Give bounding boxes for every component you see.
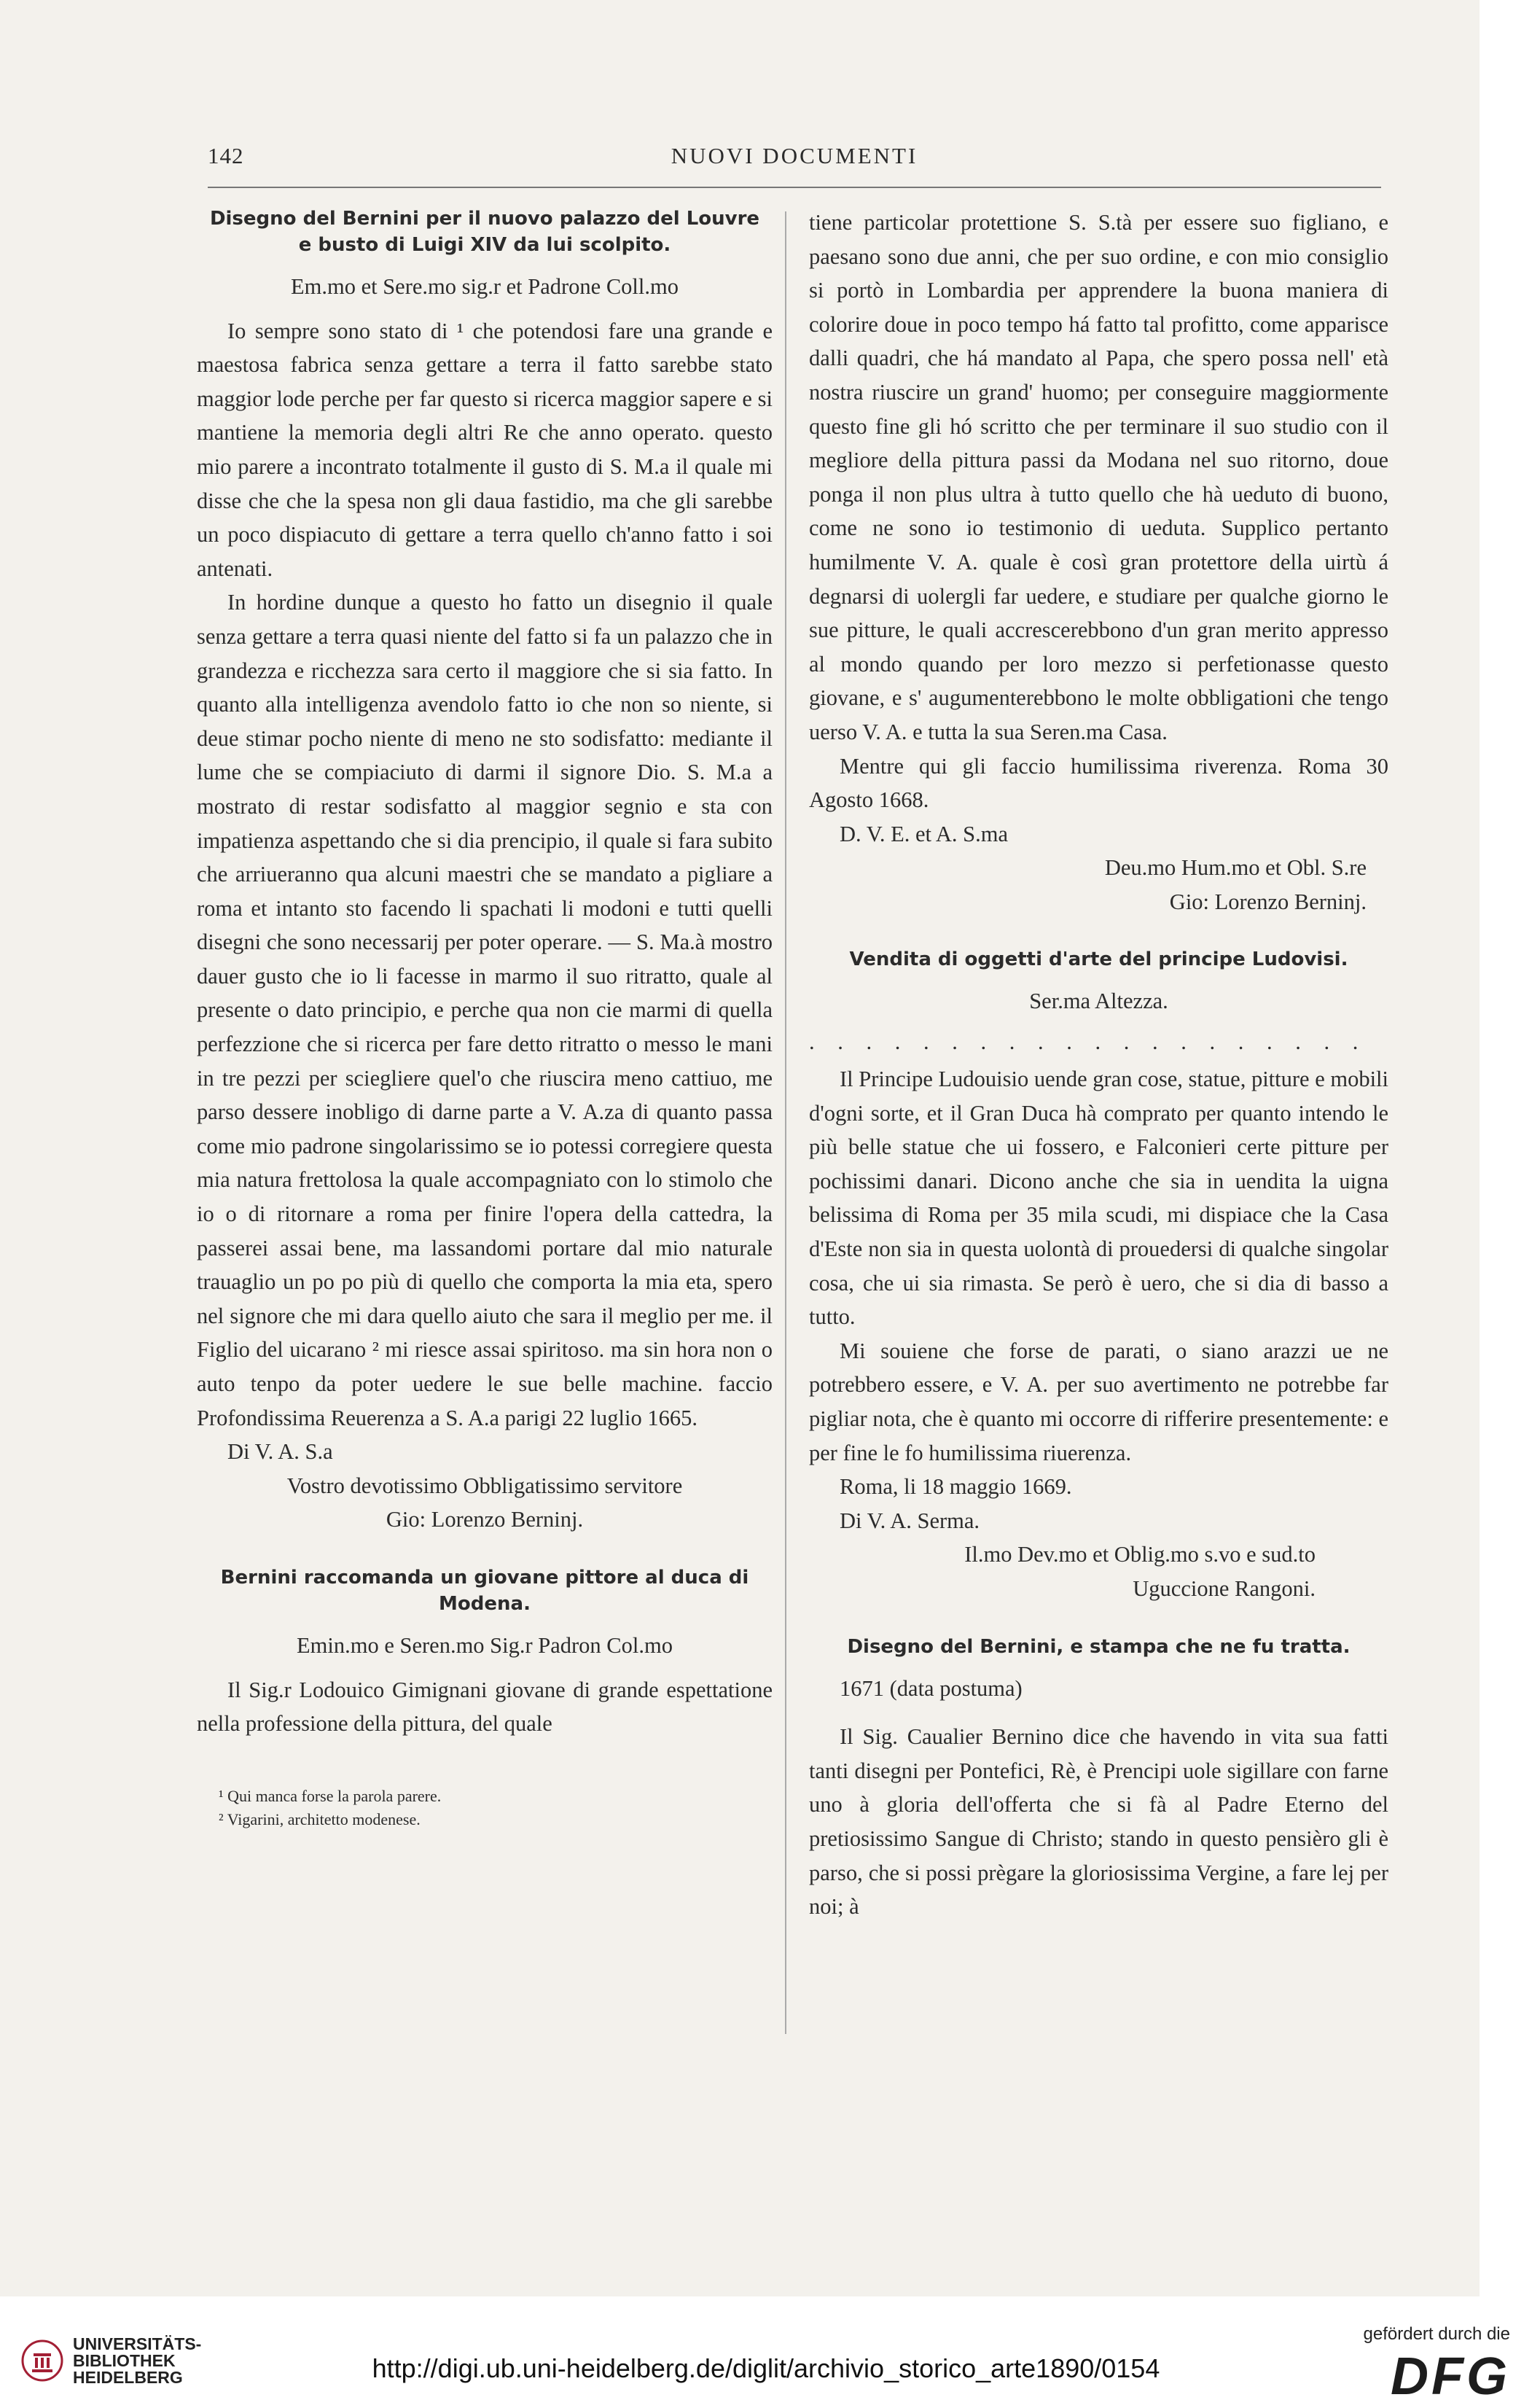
letter-date: Roma, li 18 maggio 1669. (840, 1474, 1072, 1500)
heading-line: Disegno del Bernini per il nuovo palazzo del Louvre (209, 208, 760, 230)
paragraph: Il Principe Ludouisio uende gran cose, statue, pitture e mobili d'ogni sorte, et il Gran Duca hà comprato per quanto intendo le più belle statue che ui fossero, e Falconieri certe pitture per pochissimi danari. Dicono anche che sia in uendita la uigna belissima di Roma per 35 mila scudi, mi dispiace che la Casa d'Este non sia in questa uolontà di prouedersi di qualche singolar cosa, che ui sia rimasta. Se però è uero, che si dia di basso a tutto. (809, 1067, 1388, 1330)
heading-line: e busto di Luigi XIV da lui scolpito. (298, 234, 671, 256)
paragraph: Il Sig.r Lodouico Gimignani giovane di grande espettatione nella professione della pittura, del quale (197, 1677, 773, 1737)
letter-closing: Di V. A. Serma. (840, 1508, 980, 1533)
salutation: Em.mo et Sere.mo sig.r et Padrone Coll.mo (291, 274, 679, 299)
paragraph: tiene particolar protettione S. S.tà per essere suo figliano, e paesano sono due anni, che per suo ordine, e con mio consiglio si portò in Lombardia per apprendere la buona maniera di colorire doue in poco tempo há fatto tal profitto, come apparisce dalli quadri, che há mandato al Papa, che spero possa nell' età nostra riuscire un grand' huomo; per conseguire maggiormente questo fine gli hó scritto che per terminare il suo studio con il megliore della pittura passi da Modana nel suo ritorno, doue ponga il non plus ultra à tutto quello che hà ueduto di buono, come ne sono io testimonio di ueduta. Supplico pertanto humilmente V. A. quale è così gran protettore della uirtù á degnarsi di uolergli far uedere, e studiare per qualche giorno le sue pitture, le quali accrescerebbono d'un gran merito appresso al mondo quando per loro mezzo si perfetionasse questo giovane, e s' augumenterebbono le molte obbligationi che tengo uerso V. A. e tutta la sua Seren.ma Casa. (809, 210, 1388, 744)
section-heading-ludovisi: Vendita di oggetti d'arte del principe Ludovisi. (849, 948, 1348, 971)
paragraph: Mi souiene che forse de parati, o siano arazzi ue ne potrebbero essere, e V. A. per suo avertimento ne potrebbe far pigliar nota, che è quanto mi occorre di rifferire presentemente: e per fine le fo humilissima riuerenza. (809, 1338, 1388, 1465)
letter-closing: D. V. E. et A. S.ma (840, 821, 1009, 846)
paragraph: Mentre qui gli faccio humilissima riverenza. Roma 30 Agosto 1668. (809, 753, 1388, 813)
sponsor-label: gefördert durch die (1363, 2324, 1510, 2344)
signature-line: Deu.mo Hum.mo et Obl. S.re (1104, 855, 1367, 881)
paragraph: Io sempre sono stato di ¹ che potendosi fare una grande e maestosa fabrica senza gettare a terra il fatto sarebbe stato maggior lode perche per far questo si ricerca maggior sapere e si mantiene la memoria degli altri Re che anno operato. questo mio parere a incontrato totalmente il gusto di S. M.a il quale mi disse che che la spesa non gli daua fastidio, ma che gli sarebbe un poco dispiacuto di gettare a terra quello ch'anno fatto i soi antenati. (197, 318, 773, 581)
salutation: Emin.mo e Seren.mo Sig.r Padron Col.mo (297, 1632, 673, 1658)
footnotes (197, 1785, 773, 1831)
column-divider (785, 211, 786, 2034)
section-heading-louvre (197, 206, 773, 258)
section-heading-pittore: Bernini raccomanda un giovane pittore al duca di Modena. (220, 1566, 749, 1615)
signature-line: Il.mo Dev.mo et Oblig.mo s.vo e sud.to (964, 1542, 1316, 1567)
signature-name: Uguccione Rangoni. (1133, 1575, 1316, 1601)
footnote: ² Vigarini, architetto modenese. (219, 1809, 421, 1828)
signature-name: Gio: Lorenzo Berninj. (386, 1507, 584, 1532)
ellipsis-line: . . . . . . . . . . . . . . . . . . . . (809, 1029, 1367, 1055)
page-margin (1480, 0, 1532, 2296)
footnote: ¹ Qui manca forse la parola parere. (219, 1786, 442, 1805)
running-title: NUOVI DOCUMENTI (671, 143, 918, 168)
page-number: 142 (208, 143, 244, 168)
section-heading-stampa: Disegno del Bernini, e stampa che ne fu tratta. (847, 1635, 1351, 1658)
salutation: Ser.ma Altezza. (1029, 989, 1168, 1014)
header-rule (208, 187, 1381, 188)
paragraph: Il Sig. Caualier Bernino dice che havendo in vita sua fatti tanti disegni per Pontefici, Rè, è Prencipi uole sigillare con farne uno à gloria dell'offerta che si fà al Padre Eterno del pretiosissimo Sangue di Christo; stando in questo pensièro gli è parso, che si possi prègare la gloriosissima Vergine, a fare lej per noi; à (809, 1724, 1388, 1920)
right-column (809, 206, 1388, 1924)
left-column (197, 206, 773, 1831)
permalink[interactable]: http://digi.ub.uni-heidelberg.de/diglit/archivio_storico_arte1890/0154 (372, 2353, 1160, 2383)
signature-name: Gio: Lorenzo Berninj. (1169, 889, 1367, 914)
running-header (208, 143, 1381, 179)
library-name-line: BIBLIOTHEK (73, 2351, 176, 2370)
library-name-line: HEIDELBERG (73, 2368, 183, 2387)
document-date: 1671 (data postuma) (840, 1675, 1023, 1701)
dfg-logo: DFG (1391, 2347, 1510, 2406)
viewer-footer (0, 2296, 1532, 2408)
signature-line: Vostro devotissimo Obbligatissimo servitore (286, 1473, 683, 1498)
paragraph: In hordine dunque a questo ho fatto un disegnio il quale senza gettare a terra quasi niente del fatto si fa un palazzo che in grandezza e ricchezza sara certo il maggiore che si sia fatto. In quanto alla intelligenza avendolo fatto io che non so niente, si deue stimar pocho niente di meno ne sto sodisfatto: mediante il lume che se compiaciuto di darmi il signore Dio. S. M.a a mostrato di restar sodisfatto al maggior segnio e sta con impatienza aspettando che si dia prencipio, il quale si fara subito che arriueranno qua alcuni maestri che se mandato a pigliare a roma et intanto sto facendo li spachati li modoni e tutti quelli disegni che sono necessarij per poter operare. — S. Ma.à mostro dauer gusto che io li facesse in marmo il suo ritratto, quale al presente o dato principio, e perche qua non cie marmi di quella perfezzione che si ricerca per fare detto ritratto o messo le mani in tre pezzi per sciegliere quel'o che riuscira meno cattiuo, me parso dessere inobligo di darne parte a V. A.za di quanto passa come mio padrone singolarissimo se io potessi corregiere questa mia natura frettolosa la quale accompagniato con lo stimolo che io o di ritornare a roma per finire l'opera della cattedra, la passerei assai bene, ma lassandomi portare dal mio naturale trauaglio un po po più di quello che comporta la mia eta, spero nel signore che mi dara quello aiuto che sara il meglio per me. il Figlio del uicarano ² mi riesce assai spiritoso. ma sin hora non o auto tenpo da poter uedere le sue belle machine. faccio Profondissima Reuerenza a S. A.a parigi 22 luglio 1665. (197, 590, 773, 1430)
letter-closing: Di V. A. S.a (227, 1439, 333, 1465)
library-name-line: UNIVERSITÄTS- (73, 2334, 202, 2353)
